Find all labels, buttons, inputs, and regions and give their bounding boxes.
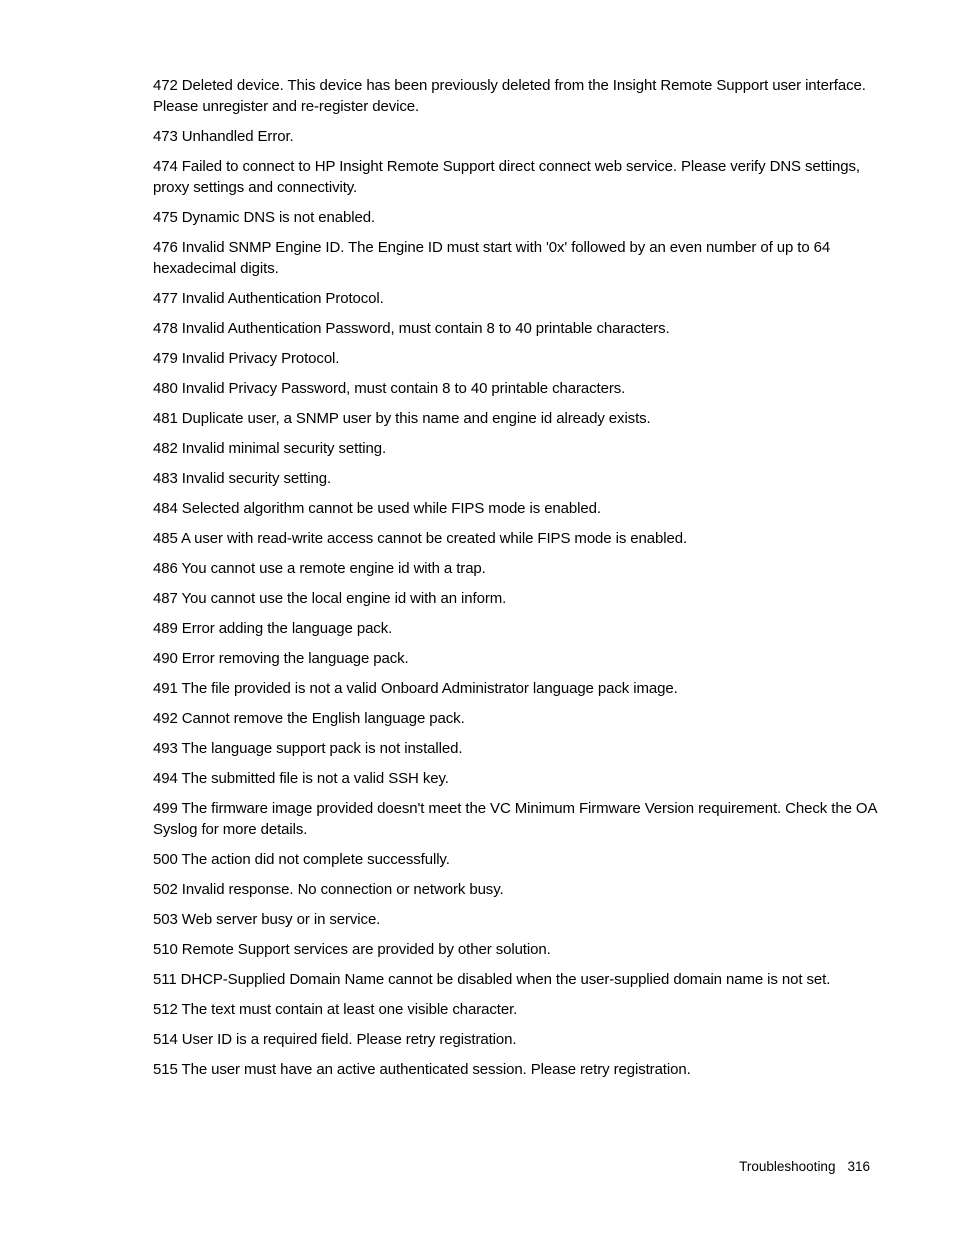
list-item: 473 Unhandled Error. <box>153 128 294 145</box>
list-item: 481 Duplicate user, a SNMP user by this name and engine id already exists. <box>153 410 651 427</box>
list-item: 478 Invalid Authentication Password, must contain 8 to 40 printable characters. <box>153 320 670 337</box>
list-item: 492 Cannot remove the English language pack. <box>153 710 465 727</box>
list-item: 480 Invalid Privacy Password, must contain 8 to 40 printable characters. <box>153 380 626 397</box>
list-item: 472 Deleted device. This device has been previously deleted from the Insight Remote Support user interface. Please unregister and re-register device. <box>153 77 866 115</box>
list-item: 490 Error removing the language pack. <box>153 650 409 667</box>
list-item: 494 The submitted file is not a valid SSH key. <box>153 770 449 787</box>
footer-section-title: Troubleshooting <box>739 1159 836 1174</box>
list-item: 499 The firmware image provided doesn't meet the VC Minimum Firmware Version requirement. Check the OA Syslog for more details. <box>153 800 877 838</box>
page-number: 316 <box>847 1159 870 1174</box>
list-item: 486 You cannot use a remote engine id with a trap. <box>153 560 486 577</box>
list-item: 502 Invalid response. No connection or network busy. <box>153 881 504 898</box>
list-item: 476 Invalid SNMP Engine ID. The Engine ID must start with '0x' followed by an even number of up to 64 hexadecimal digits. <box>153 239 831 277</box>
error-code-list <box>153 75 877 1089</box>
list-item: 485 A user with read-write access cannot be created while FIPS mode is enabled. <box>153 530 688 547</box>
list-item: 474 Failed to connect to HP Insight Remote Support direct connect web service. Please verify DNS settings, proxy settings and connectivity. <box>153 158 860 196</box>
list-item: 493 The language support pack is not installed. <box>153 740 463 757</box>
list-item: 484 Selected algorithm cannot be used while FIPS mode is enabled. <box>153 500 601 517</box>
list-item: 491 The file provided is not a valid Onboard Administrator language pack image. <box>153 680 678 697</box>
list-item: 515 The user must have an active authenticated session. Please retry registration. <box>153 1061 691 1078</box>
list-item: 503 Web server busy or in service. <box>153 911 381 928</box>
page-footer <box>739 1157 870 1177</box>
list-item: 489 Error adding the language pack. <box>153 620 393 637</box>
list-item: 475 Dynamic DNS is not enabled. <box>153 209 376 226</box>
list-item: 477 Invalid Authentication Protocol. <box>153 290 384 307</box>
list-item: 514 User ID is a required field. Please retry registration. <box>153 1031 517 1048</box>
list-item: 510 Remote Support services are provided by other solution. <box>153 941 551 958</box>
list-item: 512 The text must contain at least one visible character. <box>153 1001 518 1018</box>
list-item: 483 Invalid security setting. <box>153 470 332 487</box>
list-item: 482 Invalid minimal security setting. <box>153 440 387 457</box>
list-item: 511 DHCP-Supplied Domain Name cannot be disabled when the user-supplied domain name is not set. <box>153 971 831 988</box>
list-item: 479 Invalid Privacy Protocol. <box>153 350 340 367</box>
list-item: 487 You cannot use the local engine id with an inform. <box>153 590 507 607</box>
list-item: 500 The action did not complete successfully. <box>153 851 450 868</box>
